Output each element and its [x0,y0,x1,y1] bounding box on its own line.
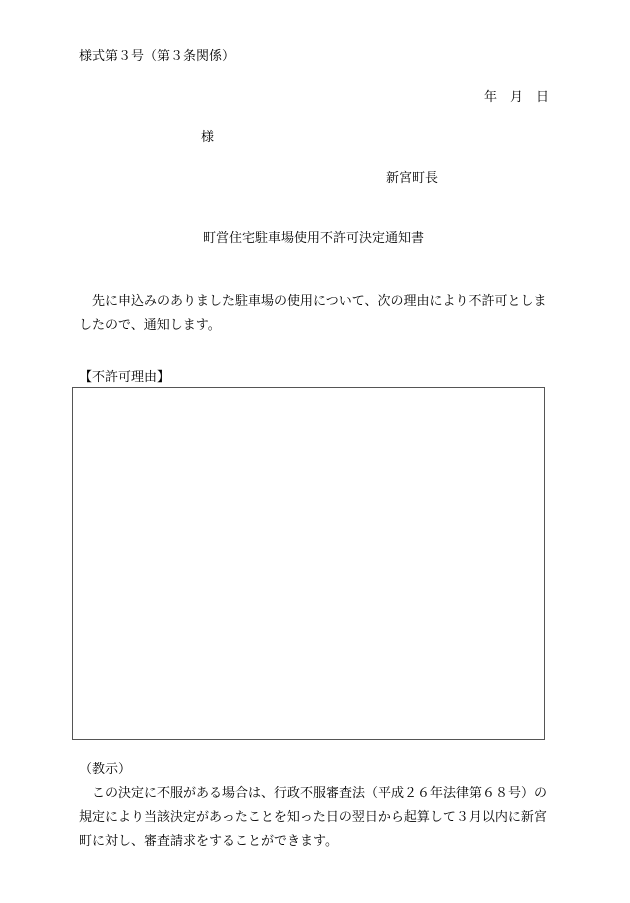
reason-heading: 【不許可理由】 [79,370,171,385]
date-line: 年 月 日 [484,90,550,105]
reason-box [72,387,545,740]
notice-body: この決定に不服がある場合は、行政不服審査法（平成２６年法律第６８号）の規定により当該決定があったことを知った日の翌日から起算して３月以内に新宮町に対し、審査請求をすることができます。 [79,786,548,849]
issuer-name: 新宮町長 [386,171,439,186]
document-title: 町営住宅駐車場使用不許可決定通知書 [203,231,425,246]
addressee-suffix: 様 [201,130,215,145]
body-text: 先に申込みのありました駐車場の使用について、次の理由により不許可としましたので、通知します。 [79,294,547,333]
form-number: 様式第３号（第３条関係） [79,49,236,64]
notice-heading: （教示） [79,762,132,777]
